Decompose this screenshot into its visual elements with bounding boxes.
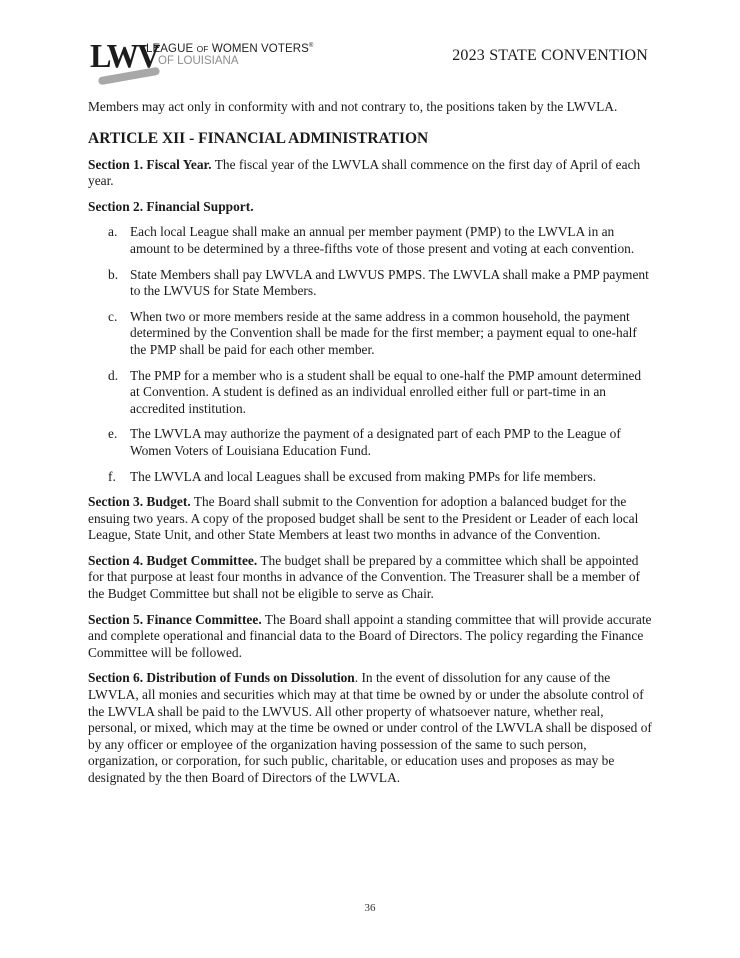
list-marker: d. [108,367,119,383]
list-marker: b. [108,266,119,282]
section-2-list [88,224,654,485]
section-4-label: Section 4. Budget Committee. [88,552,258,568]
list-marker: a. [108,224,118,240]
list-item-text: The LWVLA may authorize the payment of a designated part of each PMP to the League of Women Voters of Louisiana Education Fund. [130,426,621,458]
page-header [88,38,648,88]
list-item [88,426,654,459]
header-title: 2023 STATE CONVENTION [452,47,648,64]
section-5-text: The Board shall appoint a standing committee that will provide accurate and complete operational and financial data to the Board of Directors. The policy regarding the Finance Committee will be followed. [88,611,652,660]
section-5 [88,612,654,662]
section-3-label: Section 3. Budget. [88,494,191,510]
list-item [88,224,654,257]
list-marker: e. [108,426,118,442]
list-item-text: The LWVLA and local Leagues shall be excused from making PMPs for life members. [130,468,597,484]
logo-state-name: OF LOUISIANA [158,55,239,67]
section-6 [88,670,654,786]
list-item-text: When two or more members reside at the same address in a common household, the payment determined by the Convention shall be made for the first member; a payment equal to one-half the PMP shall be paid for each other member. [130,308,637,357]
logo-mark: LWV [90,38,159,75]
section-5-label: Section 5. Finance Committee. [88,611,262,627]
list-item [88,368,654,418]
page-number: 36 [364,902,376,914]
list-marker: c. [108,308,118,324]
section-2-label: Section 2. Financial Support. [88,198,254,214]
list-item [88,309,654,359]
section-3-text: The Board shall submit to the Convention for adoption a balanced budget for the ensuing two years. A copy of the proposed budget shall be sent to the President or Leader of each local League, State Unit, and other State Members at least two months in advance of the Convention. [88,494,639,543]
section-3 [88,494,654,544]
lwv-louisiana-logo [88,38,328,86]
section-1 [88,157,654,190]
intro-paragraph: Members may act only in conformity with and not contrary to, the positions taken by the LWVLA. [88,99,618,114]
list-item [88,469,654,486]
logo-org-name [146,43,313,55]
logo-word-league: LEAGUE [146,43,194,55]
article-heading: ARTICLE XII - FINANCIAL ADMINISTRATION [88,129,429,147]
section-4 [88,553,654,603]
section-4-text: The budget shall be prepared by a committee which shall be appointed for that purpose at least four months in advance of the Convention. The Treasurer shall be a member of the Budget Committee but shall not be eligible to serve as Chair. [88,552,640,602]
list-item [88,267,654,300]
section-6-label: Section 6. Distribution of Funds on Dissolution [88,670,355,686]
section-6-text: . In the event of dissolution for any cause of the LWVLA, all monies and securities which may at that time be owned by or under the absolute control of the LWVLA shall be paid to the LWVUS. All other property of whatsoever nature, whether real, personal, or mixed, which may at the time be owned or under control of the LWVLA shall be disposed of by any officer or employee of the organization having possession of the same to such person, organization, or corporation, for such public, charitable, or education uses and proposes as may be designated by the then Board of Directors of the LWVLA. [88,670,652,785]
logo-word-women-voters: WOMEN VOTERS [211,43,309,55]
list-item-text: The PMP for a member who is a student shall be equal to one-half the PMP amount determined at Convention. A student is defined as an individual enrolled either full or part-time in an accredited institution. [130,367,642,416]
section-1-label: Section 1. Fiscal Year. [88,156,212,172]
document-body [88,99,654,796]
logo-word-of: OF [196,44,209,54]
list-item-text: Each local League shall make an annual per member payment (PMP) to the LWVLA in an amount to be determined by a three-fifths vote of those present and voting at each convention. [130,224,635,256]
section-2 [88,199,654,216]
registered-mark: ® [308,43,314,50]
list-item-text: State Members shall pay LWVLA and LWVUS PMPS. The LWVLA shall make a PMP payment to the LWVUS for State Members. [130,266,649,299]
section-1-text: The fiscal year of the LWVLA shall commence on the first day of April of each year. [88,156,641,189]
list-marker: f. [108,468,116,484]
